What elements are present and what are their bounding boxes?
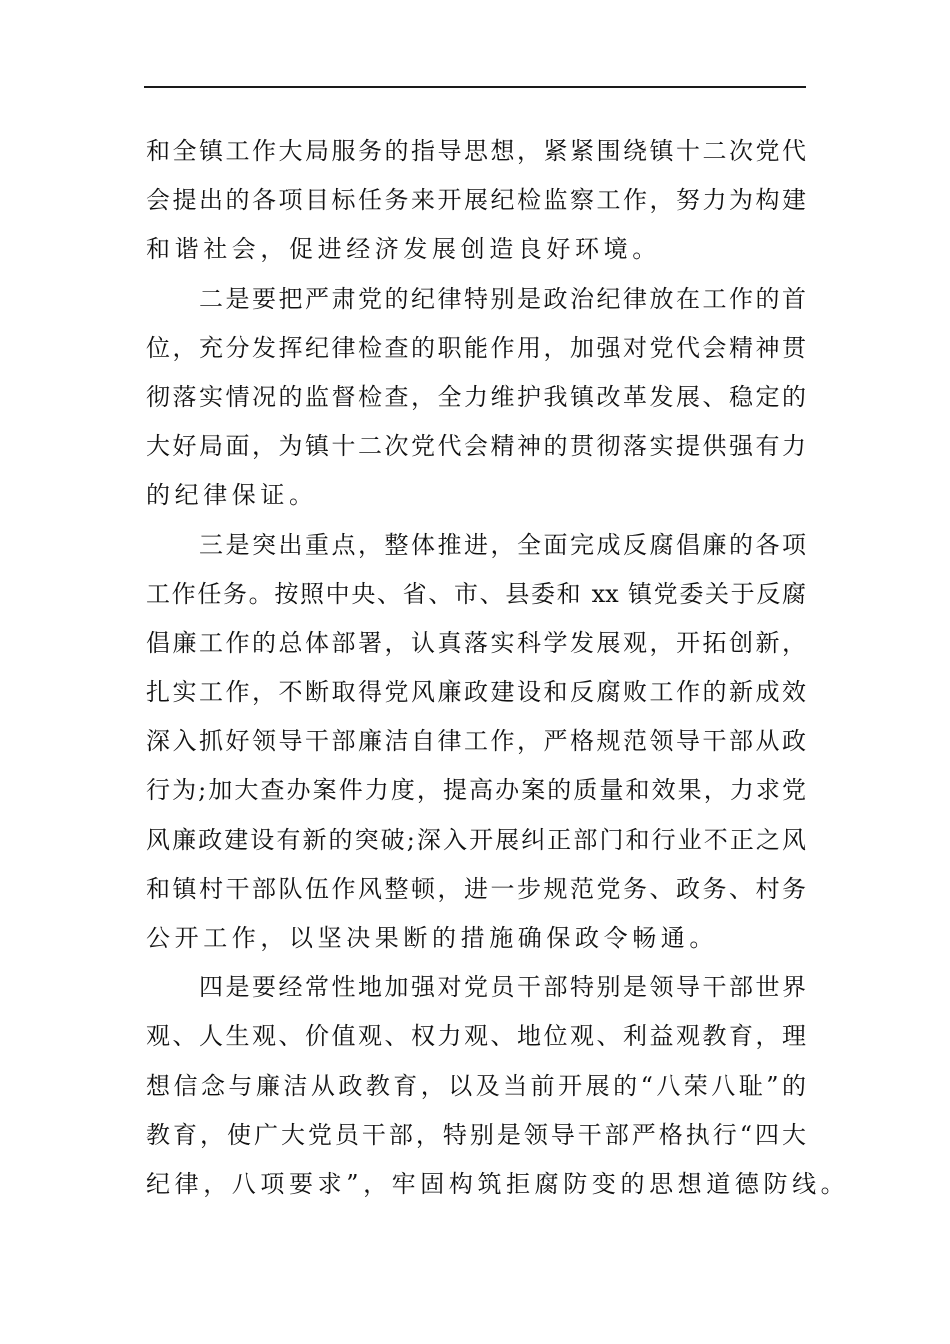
text-line: 教育，使广大党员干部，特别是领导干部严格执行“四大	[146, 1120, 806, 1149]
text-line: 风廉政建设有新的突破;深入开展纠正部门和行业不正之风	[146, 825, 806, 854]
document-body	[146, 127, 850, 1209]
text-line: 会提出的各项目标任务来开展纪检监察工作，努力为构建	[146, 186, 806, 215]
text-line: 和镇村干部队伍作风整顿，进一步规范党务、政务、村务	[146, 874, 806, 903]
text-line: 四是要经常性地加强对党员干部特别是领导干部世界	[146, 973, 806, 1002]
text-line: 倡廉工作的总体部署，认真落实科学发展观，开拓创新，	[146, 628, 806, 657]
text-line: 公开工作，以坚决果断的措施确保政令畅通。	[146, 924, 718, 952]
text-line: 和谐社会，促进经济发展创造良好环境。	[146, 235, 661, 264]
paragraph-1	[146, 127, 806, 275]
text-line: 深入抓好领导干部廉洁自律工作，严格规范领导干部从政	[146, 727, 806, 756]
text-line: 三是突出重点，整体推进，全面完成反腐倡廉的各项	[146, 530, 806, 559]
text-line: 行为;加大查办案件力度，提高办案的质量和效果，力求党	[146, 776, 806, 805]
text-line: 纪律，八项要求”，牢固构筑拒腐防变的思想道德防线。	[146, 1169, 850, 1198]
text-line: 二是要把严肃党的纪律特别是政治纪律放在工作的首	[146, 284, 806, 313]
text-line: 位，充分发挥纪律检查的职能作用，加强对党代会精神贯	[146, 333, 806, 362]
text-line: 工作任务。按照中央、省、市、县委和 xx 镇党委关于反腐	[146, 579, 806, 608]
paragraph-4	[146, 963, 850, 1209]
text-line: 大好局面，为镇十二次党代会精神的贯彻落实提供强有力	[146, 432, 806, 461]
paragraph-2	[146, 275, 806, 521]
paragraph-3	[146, 521, 806, 964]
text-line: 想信念与廉洁从政教育，以及当前开展的“八荣八耻”的	[146, 1071, 806, 1100]
text-line: 观、人生观、价值观、权力观、地位观、利益观教育，理	[146, 1022, 806, 1051]
text-line: 和全镇工作大局服务的指导思想，紧紧围绕镇十二次党代	[146, 137, 806, 165]
text-line: 扎实工作，不断取得党风廉政建设和反腐败工作的新成效	[146, 678, 806, 707]
text-line: 的纪律保证。	[146, 481, 318, 510]
text-line: 彻落实情况的监督检查，全力维护我镇改革发展、稳定的	[146, 382, 806, 411]
header-rule	[144, 86, 806, 88]
